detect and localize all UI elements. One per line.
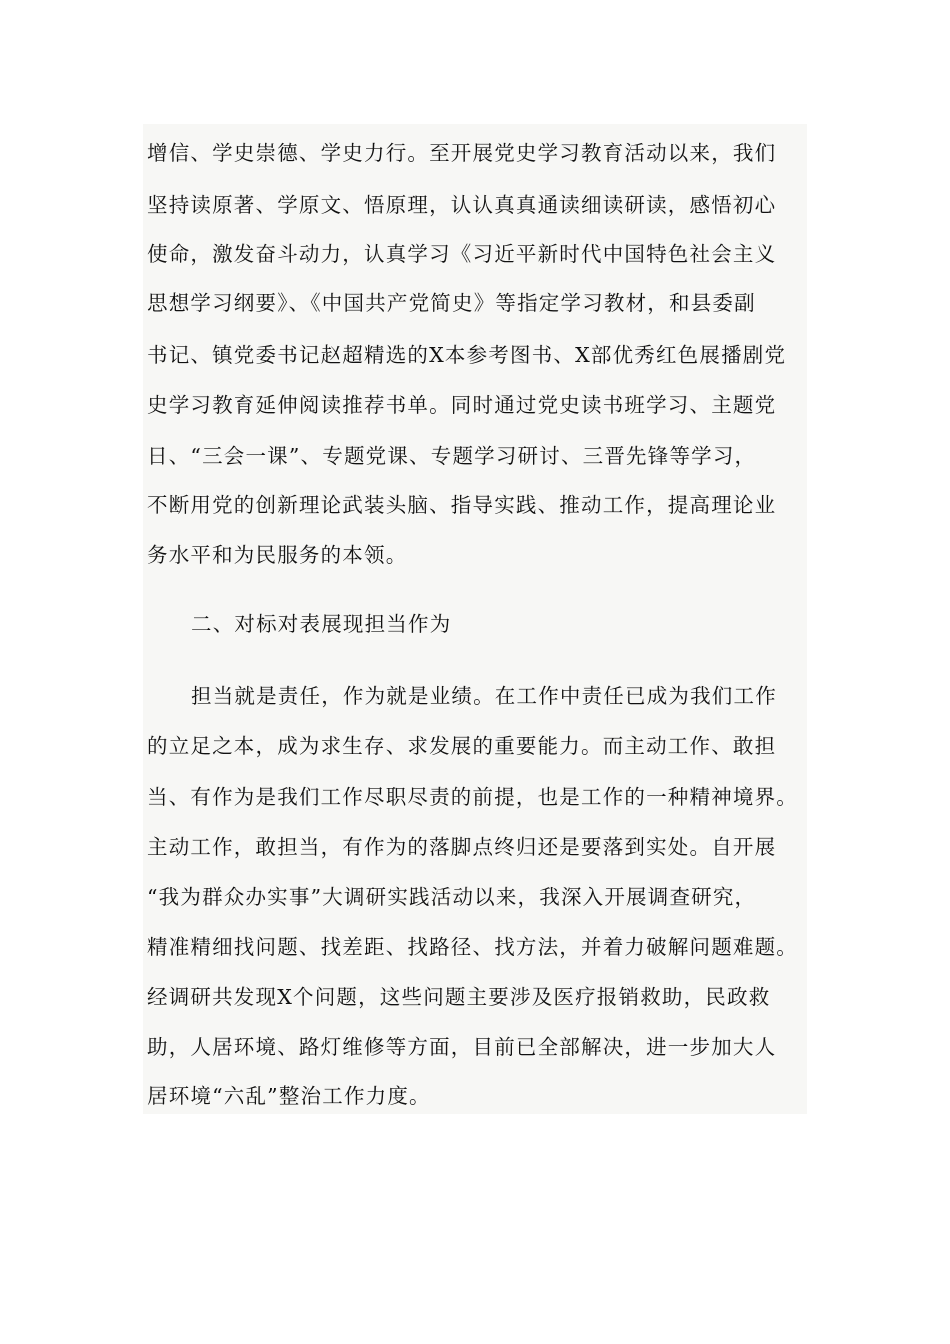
- paragraph-line: 务水平和为民服务的本领。: [147, 543, 408, 567]
- section-heading: 二、对标对表展现担当作为: [191, 612, 452, 636]
- paragraph-line: 当、有作为是我们工作尽职尽责的前提，也是工作的一种精神境界。: [147, 785, 798, 809]
- paragraph-line: 精准精细找问题、找差距、找路径、找方法，并着力破解问题难题。: [147, 935, 798, 959]
- paragraph-line: “我为群众办实事”大调研实践活动以来，我深入开展调查研究，: [147, 885, 757, 909]
- paragraph-line: 担当就是责任，作为就是业绩。在工作中责任已成为我们工作: [191, 684, 777, 708]
- paragraph-line: 坚持读原著、学原文、悟原理，认认真真通读细读研读，感悟初心: [147, 193, 777, 217]
- paragraph-line: 史学习教育延伸阅读推荐书单。同时通过党史读书班学习、主题党: [147, 393, 777, 417]
- paragraph-line: 使命，激发奋斗动力，认真学习《习近平新时代中国特色社会主义: [147, 242, 777, 266]
- paragraph-line: 经调研共发现X个问题，这些问题主要涉及医疗报销救助，民政救: [147, 985, 771, 1009]
- paragraph-line: 的立足之本，成为求生存、求发展的重要能力。而主动工作、敢担: [147, 734, 777, 758]
- paragraph-line: 不断用党的创新理论武装头脑、指导实践、推动工作，提高理论业: [147, 493, 777, 517]
- paragraph-line: 思想学习纲要》、《中国共产党简史》等指定学习教材，和县委副: [147, 291, 756, 315]
- paragraph-line: 日、“三会一课”、专题党课、专题学习研讨、三晋先锋等学习，: [147, 444, 757, 468]
- paragraph-line: 居环境“六乱”整治工作力度。: [147, 1084, 431, 1108]
- paragraph-line: 增信、学史崇德、学史力行。至开展党史学习教育活动以来，我们: [147, 141, 777, 165]
- document-body: [143, 124, 807, 1114]
- paragraph-line: 书记、镇党委书记赵超精选的X本参考图书、X部优秀红色展播剧党: [147, 343, 787, 367]
- paragraph-line: 助，人居环境、路灯维修等方面，目前已全部解决，进一步加大人: [147, 1035, 777, 1059]
- paragraph-line: 主动工作，敢担当，有作为的落脚点终归还是要落到实处。自开展: [147, 835, 777, 859]
